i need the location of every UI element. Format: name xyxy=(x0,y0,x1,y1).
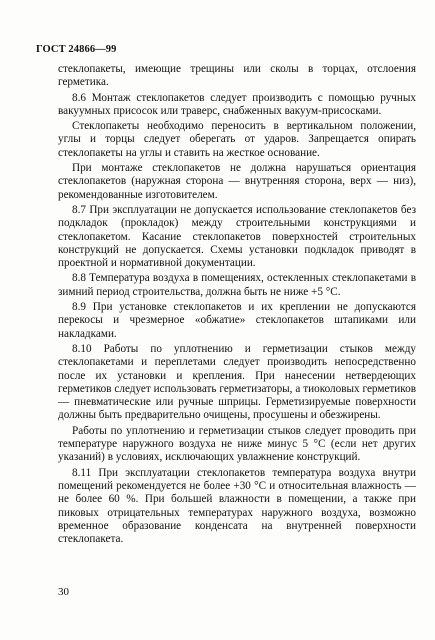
paragraph-continuation: стеклопакеты, имеющие трещины или сколы в торцах, отслоения герметика. xyxy=(58,63,416,89)
page-number: 30 xyxy=(58,586,69,598)
paragraph-8-8: 8.8 Температура воздуха в помещениях, остекленных стеклопакетами в зимний период строительства, должна быть не ниже +5 °С. xyxy=(58,272,416,298)
paragraph-8-7: 8.7 При эксплуатации не допускается использование стеклопакетов без подкладок (прокладок) между строительными конструкциями и стеклопакетом. Касание стеклопакетов поверхностей строительных конструкций не допускается. Схемы установки подкладок приводят в проектной и нормативной документации. xyxy=(58,203,416,270)
paragraph-8-6: 8.6 Монтаж стеклопакетов следует производить с помощью ручных вакуумных присосок или траверс, снабженных вакуум-присосками. xyxy=(58,91,416,117)
paragraph-8-9: 8.9 При установке стеклопакетов и их креплении не допускаются перекосы и чрезмерное «обжатие» стеклопакетов штапиками или накладками. xyxy=(58,301,416,340)
paragraph-8-11: 8.11 При эксплуатации стеклопакетов температура воздуха внутри помещений рекомендуется не более +30 °С и относительная влажность — не более 60 %. При большей влажности в помещении, а также при пиковых отрицательных температурах наружного воздуха, возможно временное образование конденсата на внутренней поверхности стеклопакета. xyxy=(58,466,416,546)
document-header: ГОСТ 24866—99 xyxy=(36,44,117,55)
paragraph-orientation: При монтаже стеклопакетов не должна нарушаться ориентация стеклопакетов (наружная сторона — внутренняя сторона, верх — низ), рекомендованные изготовителем. xyxy=(58,162,416,201)
document-body xyxy=(58,63,416,548)
paragraph-8-10: 8.10 Работы по уплотнению и герметизации стыков между стеклопакетами и переплетами следует производить непосредственно после их установки и крепления. При нанесении нетвердеющих герметиков следует использовать герметизаторы, а тиоколовых герметиков — пневматические или ручные шприцы. Герметизируемые поверхности должны быть предварительно очищены, просушены и обезжирены. xyxy=(58,342,416,422)
paragraph-handling: Стеклопакеты необходимо переносить в вертикальном положении, углы и торцы следует оберегать от ударов. Запрещается опирать стеклопакеты на углы и ставить на жесткое основание. xyxy=(58,120,416,159)
paragraph-sealing-conditions: Работы по уплотнению и герметизации стыков следует проводить при температуре наружного воздуха не ниже минус 5 °С (если нет других указаний) в условиях, исключающих увлажнение конструкций. xyxy=(58,424,416,464)
